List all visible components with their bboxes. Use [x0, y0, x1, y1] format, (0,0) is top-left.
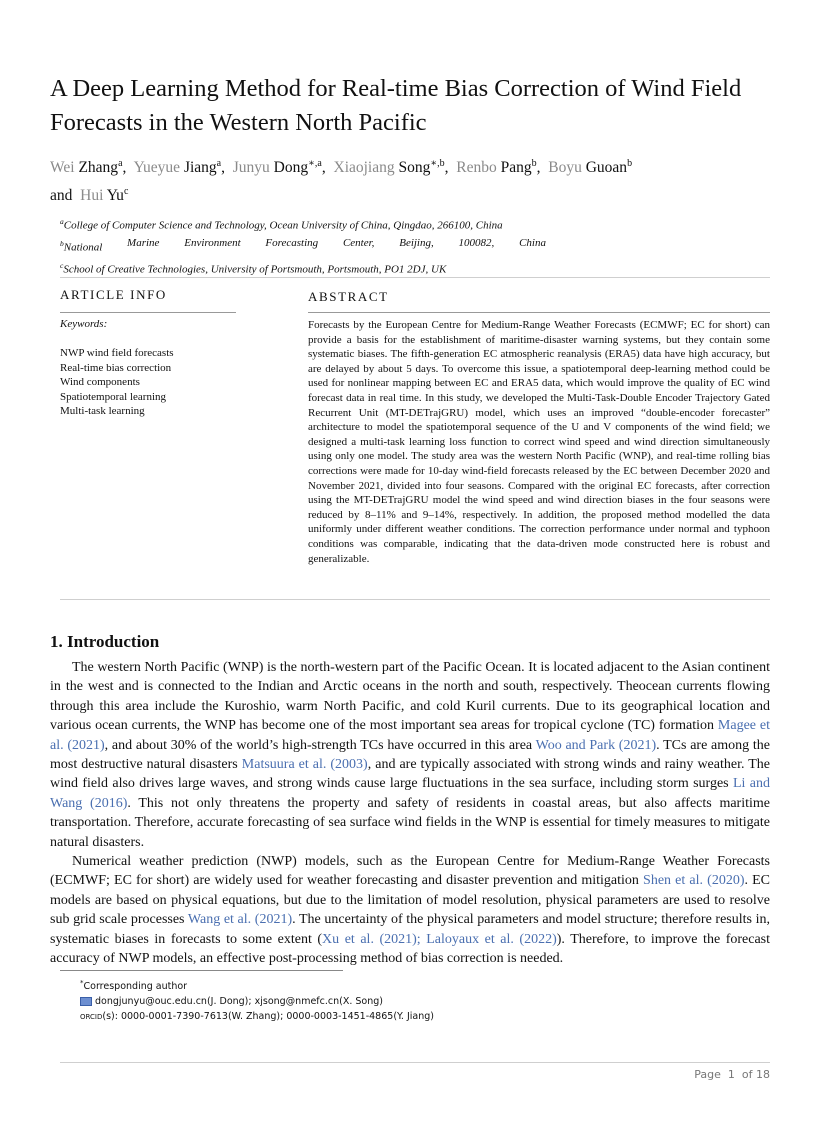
page-number: Page 1 of 18 [694, 1068, 770, 1081]
citation-link[interactable]: Woo and Park (2021) [535, 737, 657, 753]
keywords-label: Keywords: [60, 318, 108, 330]
divider [308, 312, 770, 313]
footnote-rule [60, 970, 343, 971]
citation-link[interactable]: Xu et al. (2021); Laloyaux et al. (2022) [322, 931, 557, 947]
keyword: Real-time bias correction [60, 361, 172, 374]
affiliation: $^a$College of Computer Science and Technology, Ocean University of China, Qingdao, 266100, China [60, 217, 503, 232]
author: Hui Yu$^c$ [80, 186, 129, 205]
section-heading: 1. Introduction [50, 632, 160, 651]
divider [60, 312, 236, 313]
corresponding-author-note: *Corresponding author [80, 979, 188, 993]
affiliation: $^c$School of Creative Technologies, University of Portsmouth, Portsmouth, PO1 2DJ, UK [60, 261, 447, 276]
divider [60, 599, 770, 600]
introduction-body [50, 658, 770, 969]
paragraph: Numerical weather prediction (NWP) models, such as the European Centre for Medium-Range Weather Forecasts (ECMWF; EC for short) are widely used for weather forecasting and disaster prevention and mitigation Shen et al. (2020). EC models are based on physical equations, but due to the limitation of model resolution, physical parameters are used to resolve sub grid scale processes Wang et al. (2021). The uncertainty of the physical parameters and model structure; therefore results in, systematic biases in forecasts to some extent (Xu et al. (2021); Laloyaux et al. (2022)). Therefore, to improve the forecast accuracy of NWP models, an effective post-processing method of bias correction is needed. [50, 854, 771, 967]
affiliation: $^b$National Marine Environment Forecasting Center, Beijing, 100082, China [60, 237, 546, 254]
citation-link[interactable]: Shen et al. (2020) [643, 873, 745, 889]
keyword: Multi-task learning [60, 405, 145, 417]
orcid-line: ORCID(s): 0000-0001-7390-7613(W. Zhang); 0000-0003-1451-4865(Y. Jiang) [80, 1011, 434, 1023]
footnote [80, 976, 600, 1025]
article-info-heading: ARTICLE INFO [60, 287, 167, 302]
paper-title: A Deep Learning Method for Real-time Bias Correction of Wind Field Forecasts in the Western North Pacific [50, 75, 742, 136]
keyword: Spatiotemporal learning [60, 390, 166, 403]
citation-link[interactable]: Matsuura et al. (2003) [241, 757, 368, 773]
citation-link[interactable]: Wang et al. (2021) [187, 912, 293, 928]
citation-link[interactable]: Magee et al. (2021) [50, 718, 770, 753]
divider [60, 1062, 770, 1063]
keyword: NWP wind field forecasts [60, 347, 174, 359]
envelope-icon [80, 997, 92, 1006]
affiliations [60, 213, 546, 279]
author: Yueyue Jiang$^a$ [133, 158, 222, 177]
keyword: Wind components [60, 376, 140, 388]
divider [60, 277, 770, 278]
abstract-text: Forecasts by the European Centre for Medium-Range Weather Forecasts (ECMWF; EC for short) can provide a basis for the establishment of maritime-disaster warning systems, but they contain some systematic biases. The fifth-generation EC atmospheric reanalysis (ERA5) data have high accuracy, but are delayed by about 5 days. To overcome this issue, a spatiotemporal deep-learning method could be used for nonlinear mapping between EC and ERA5 data, which would improve the quality of EC wind forecast data in real time. In this study, we developed the Multi-Task-Double Encoder Trajectory Gated Recurrent Unit (MT-DETrajGRU) model, which uses an improved “double-encoder forecaster” architecture to model the spatiotemporal sequence of the U and V components of the wind field; we designed a multi-task learning loss function to correct wind speed and wind direction simultaneously using only one model. The study area was the western North Pacific (WNP), and real-time rolling bias corrections were made for 10-day wind-field forecasts released by the EC between December 2020 and November 2021, divided into four seasons. Compared with the original EC forecasts, after correction using the MT-DETrajGRU model the wind speed and wind direction biases in the four seasons were reduced by 8–11% and 9–14%, respectively. In addition, the proposed method modelled the data uniformly under different weather conditions. The correction performance under normal and typhoon conditions was comparable, indicating that the data-driven mode constructed here is robust and generalizable. [308, 319, 770, 565]
author: Xiaojiang Song$^{∗,b}$ [333, 158, 445, 177]
paragraph: The western North Pacific (WNP) is the north-western part of the Pacific Ocean. It is located adjacent to the Asian continent in the west and is connected to the Indian and Arctic oceans in the north and south, respectively. Theocean currents flowing through this area include the Kuroshio, warm North Pacific, and cold Kuril currents. Due to its geographical location and various ocean currents, the WNP has become one of the most important sea areas for tropical cyclone (TC) formation Magee et al. (2021), and about 30% of the world’s high-strength TCs have occurred in this area Woo and Park (2021). TCs are among the most destructive natural disasters Matsuura et al. (2003), and are typically associated with strong winds and rainy weather. The wind field also drives large waves, and strong winds cause large fluctuations in the sea surface, including storm surges Li and Wang (2016). This not only threatens the property and safety of residents in coastal areas, but also affects maritime transportation. Therefore, accurate forecasting of sea surface wind fields in the WNP is essential for timely measures to mitigate natural disasters. [50, 660, 770, 850]
email-line [80, 994, 600, 1009]
email-addresses[interactable]: dongjunyu@ouc.edu.cn(J. Dong); xjsong@nmefc.cn(X. Song) [95, 996, 383, 1008]
author: Renbo Pang$^b$ [456, 158, 537, 177]
keywords-list [60, 346, 174, 419]
abstract-heading: ABSTRACT [308, 289, 389, 304]
author: Junyu Dong$^{∗,a}$ [232, 158, 322, 177]
author: Wei Zhang$^a$ [50, 158, 123, 177]
author: Boyu Guoan$^b$ [548, 158, 633, 177]
author-list: Wei Zhang$^a$, Yueyue Jiang$^a$, Junyu Dong$^{∗,a}$, Xiaojiang Song$^{∗,b}$, Renbo Pang$^b$, Boyu Guoan$^b$ and Hui Yu$^c$ [50, 158, 633, 205]
citation-link[interactable]: Li and Wang (2016) [50, 776, 770, 811]
